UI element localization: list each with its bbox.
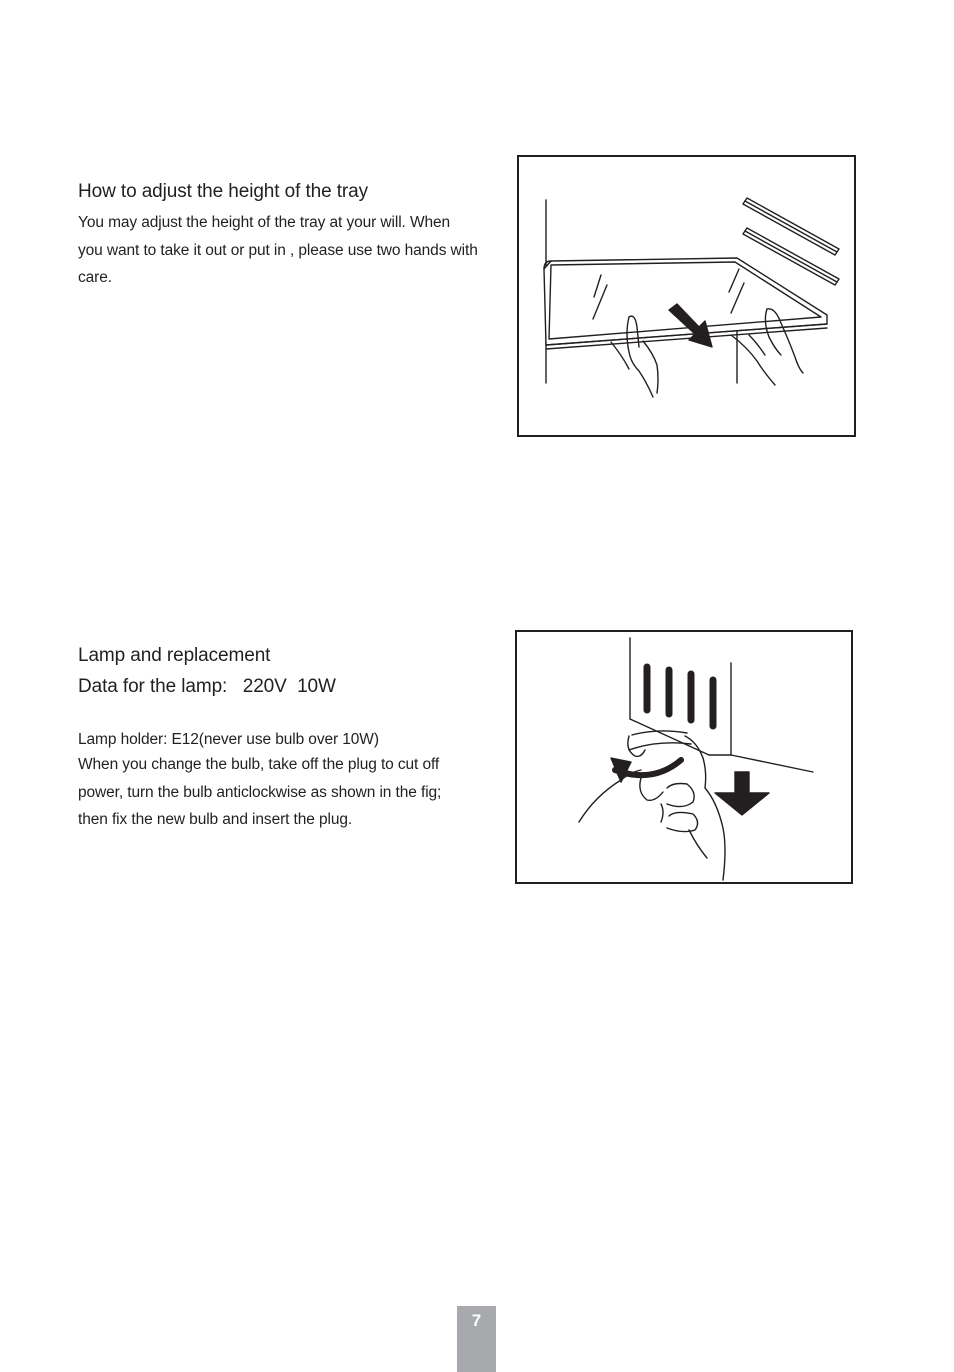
tray-section-body: You may adjust the height of the tray at your will. When you want to take it out or put in , please use two hands with care. [78, 214, 478, 287]
lamp-holder-spec: Lamp holder: E12(never use bulb over 10W) [78, 731, 379, 748]
tray-section-title: How to adjust the height of the tray [78, 181, 369, 202]
lamp-spec: Data for the lamp: 220V 10W [78, 676, 336, 697]
lamp-section-title: Lamp and replacement [78, 645, 271, 666]
lamp-section-body: When you change the bulb, take off the plug to cut off power, turn the bulb anticlockwise as shown in the fig; then fix the new bulb and insert the plug. [78, 756, 442, 829]
lamp-illustration [515, 630, 853, 884]
tray-illustration [517, 155, 856, 437]
page-number: 7 [457, 1306, 496, 1372]
